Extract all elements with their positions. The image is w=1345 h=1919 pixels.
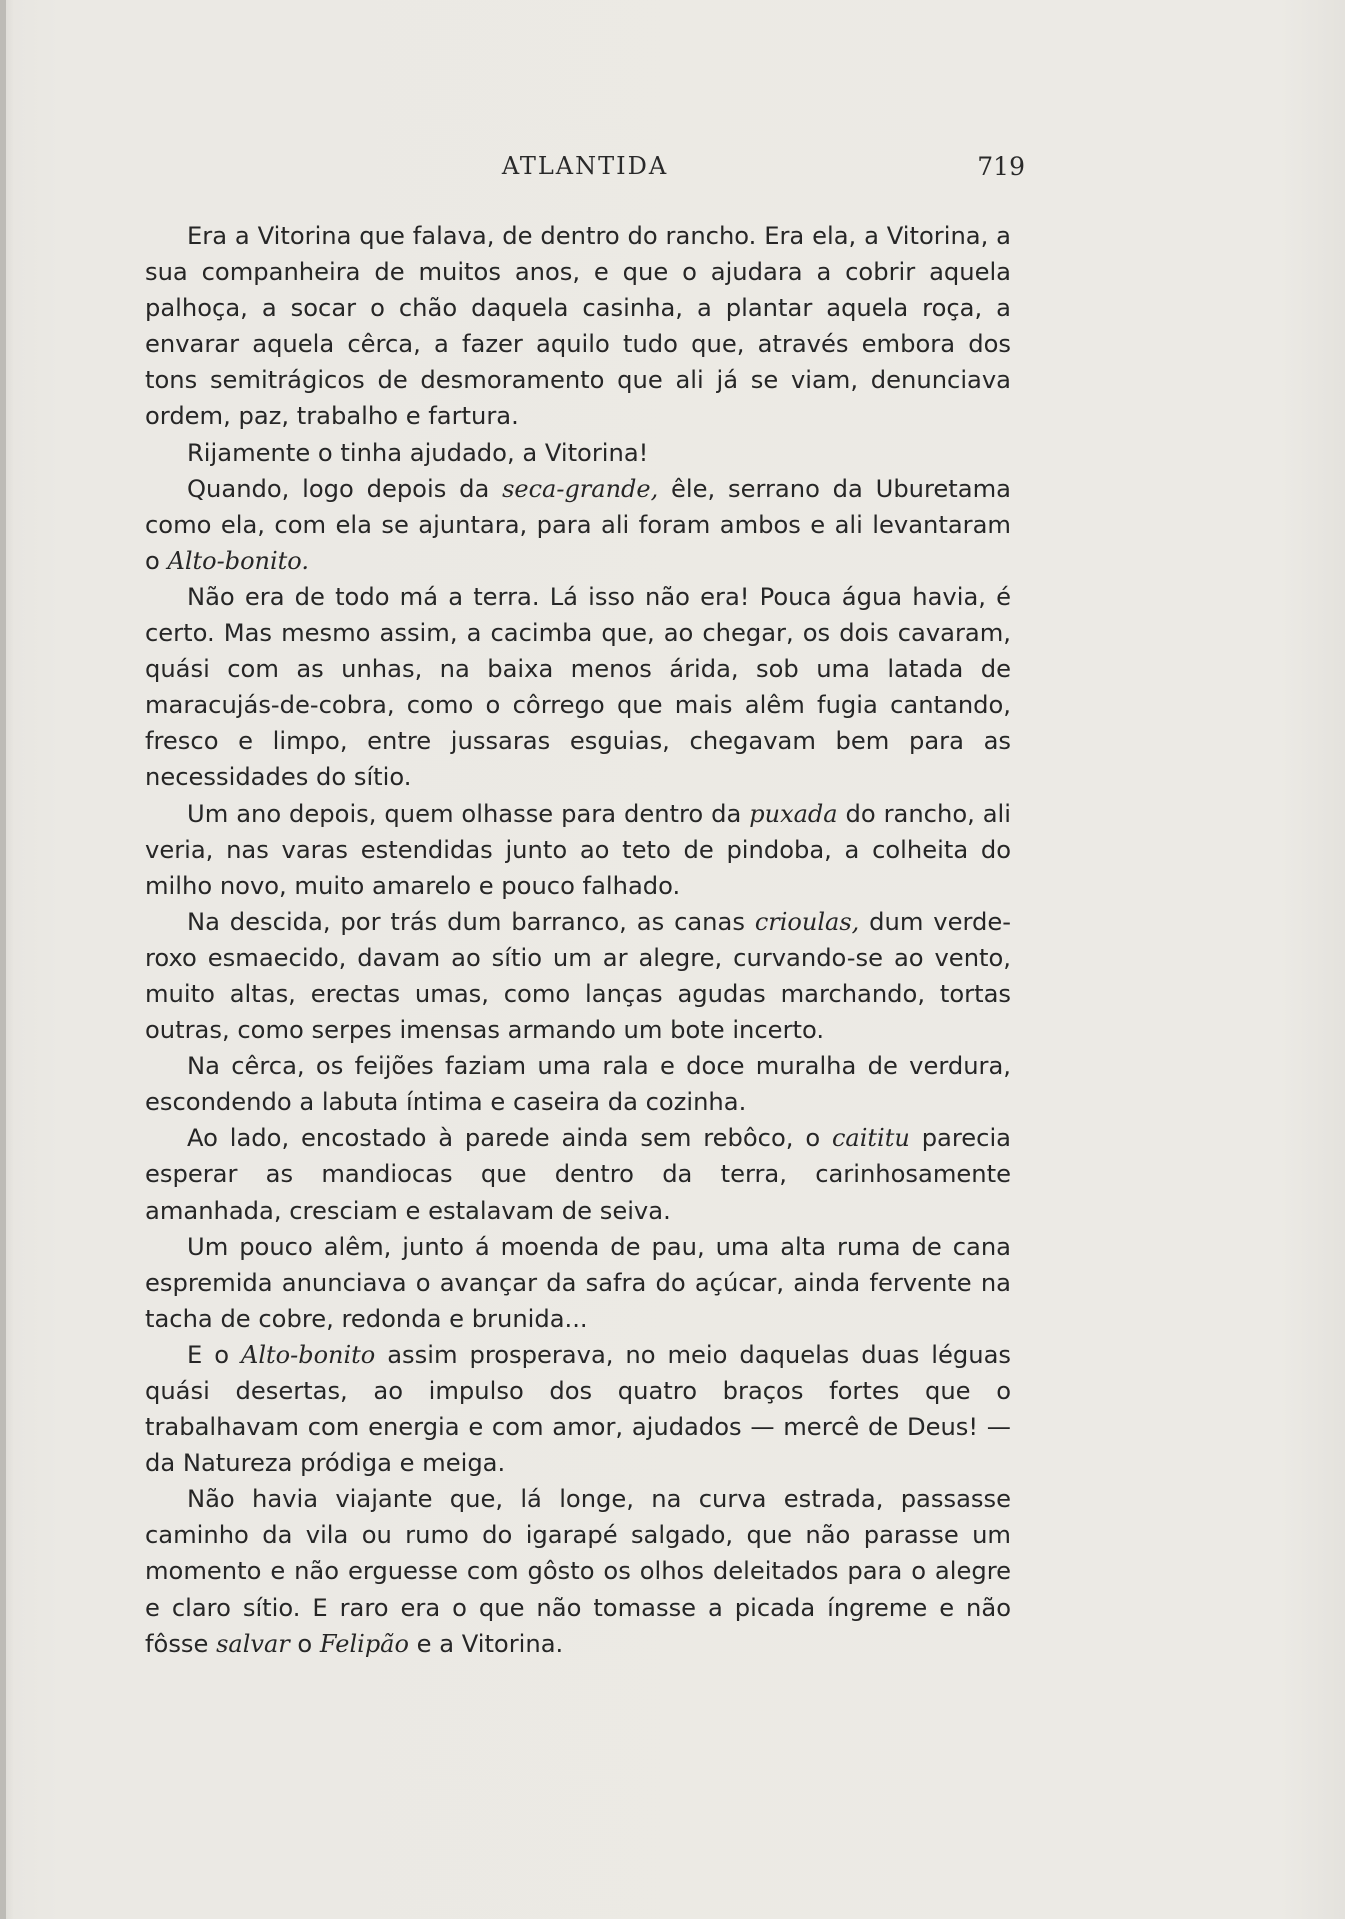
text-run: Era a Vitorina que falava, de dentro do rancho. Era ela, a Vitorina, a sua companheira de muitos anos, e que o ajudara a cobrir aquela palhoça, a socar o chão daquela casinha, a plantar aquela roça, a envarar aquela cêrca, a fazer aquilo tudo que, através embora dos tons semitrágicos de desmoramento que ali já se viam, denunciava ordem, paz, trabalho e fartura. xyxy=(145,222,1011,431)
paragraph xyxy=(145,1120,1011,1228)
paragraph xyxy=(145,796,1011,904)
italic-term: crioulas, xyxy=(754,907,860,936)
italic-term: Felipão xyxy=(319,1629,409,1658)
text-run: E o xyxy=(187,1340,241,1369)
page-number: 719 xyxy=(977,152,1025,181)
text-run: Na cêrca, os feijões faziam uma rala e doce muralha de verdura, escondendo a labuta íntima e caseira da cozinha. xyxy=(145,1052,1011,1117)
text-run: êle, serrano da Uburetama como ela, com ela se ajuntara, para ali foram ambos e ali levantaram o xyxy=(145,474,1011,575)
paragraph xyxy=(145,579,1011,796)
paragraph xyxy=(145,1048,1011,1120)
italic-term: Alto-bonito xyxy=(241,1340,376,1369)
text-run: o xyxy=(289,1629,320,1658)
italic-term: seca-grande, xyxy=(502,474,659,503)
text-run: dum verde-roxo esmaecido, davam ao sítio um ar alegre, curvando-se ao vento, muito altas, erectas umas, como lanças agudas marchando, tortas outras, como serpes imensas armando um bote incerto. xyxy=(145,907,1011,1045)
running-title: ATLANTIDA xyxy=(501,152,669,180)
italic-term: salvar xyxy=(216,1629,290,1658)
paragraph xyxy=(145,904,1011,1048)
paragraph xyxy=(145,435,1011,471)
italic-term: puxada xyxy=(749,799,838,828)
paragraph xyxy=(145,1229,1011,1337)
text-run: Na descida, por trás dum barranco, as canas xyxy=(187,907,755,936)
paragraph xyxy=(145,218,1011,435)
italic-term: Alto-bonito. xyxy=(167,546,309,575)
text-run: Não era de todo má a terra. Lá isso não era! Pouca água havia, é certo. Mas mesmo assim, a cacimba que, ao chegar, os dois cavaram, quási com as unhas, na baixa menos árida, sob uma latada de maracujás-de-cobra, como o côrrego que mais alêm fugia cantando, fresco e limpo, entre jussaras esguias, chegavam bem para as necessidades do sítio. xyxy=(145,582,1011,792)
running-head xyxy=(145,152,1025,192)
paragraph xyxy=(145,471,1011,579)
text-run: Ao lado, encostado à parede ainda sem rebôco, o xyxy=(187,1124,832,1153)
text-run: Quando, logo depois da xyxy=(187,474,503,503)
italic-term: caititu xyxy=(831,1124,910,1153)
text-run: Rijamente o tinha ajudado, a Vitorina! xyxy=(187,438,649,467)
text-run: Não havia viajante que, lá longe, na curva estrada, passasse caminho da vila ou rumo do igarapé salgado, que não parasse um momento e não erguesse com gôsto os olhos deleitados para o alegre e claro sítio. E raro era o que não tomasse a picada íngreme e não fôsse xyxy=(145,1485,1011,1658)
paragraph xyxy=(145,1481,1011,1661)
paragraph xyxy=(145,1337,1011,1481)
body-text xyxy=(145,218,1011,1662)
text-run: assim prosperava, no meio daquelas duas léguas quási desertas, ao impulso dos quatro braços fortes que o trabalhavam com energia e com amor, ajudados — mercê de Deus! — da Natureza pródiga e meiga. xyxy=(145,1340,1012,1478)
text-run: parecia esperar as mandiocas que dentro da terra, carinhosamente amanhada, cresciam e estalavam de seiva. xyxy=(145,1124,1012,1225)
text-run: e a Vitorina. xyxy=(408,1629,564,1658)
text-run: Um ano depois, quem olhasse para dentro da xyxy=(187,799,750,828)
page-edge-shadow xyxy=(0,0,6,1919)
text-run: Um pouco alêm, junto á moenda de pau, uma alta ruma de cana espremida anunciava o avançar da safra do açúcar, ainda fervente na tacha de cobre, redonda e brunida... xyxy=(145,1232,1011,1333)
text-run: do rancho, ali veria, nas varas estendidas junto ao teto de pindoba, a colheita do milho novo, muito amarelo e pouco falhado. xyxy=(145,799,1011,900)
